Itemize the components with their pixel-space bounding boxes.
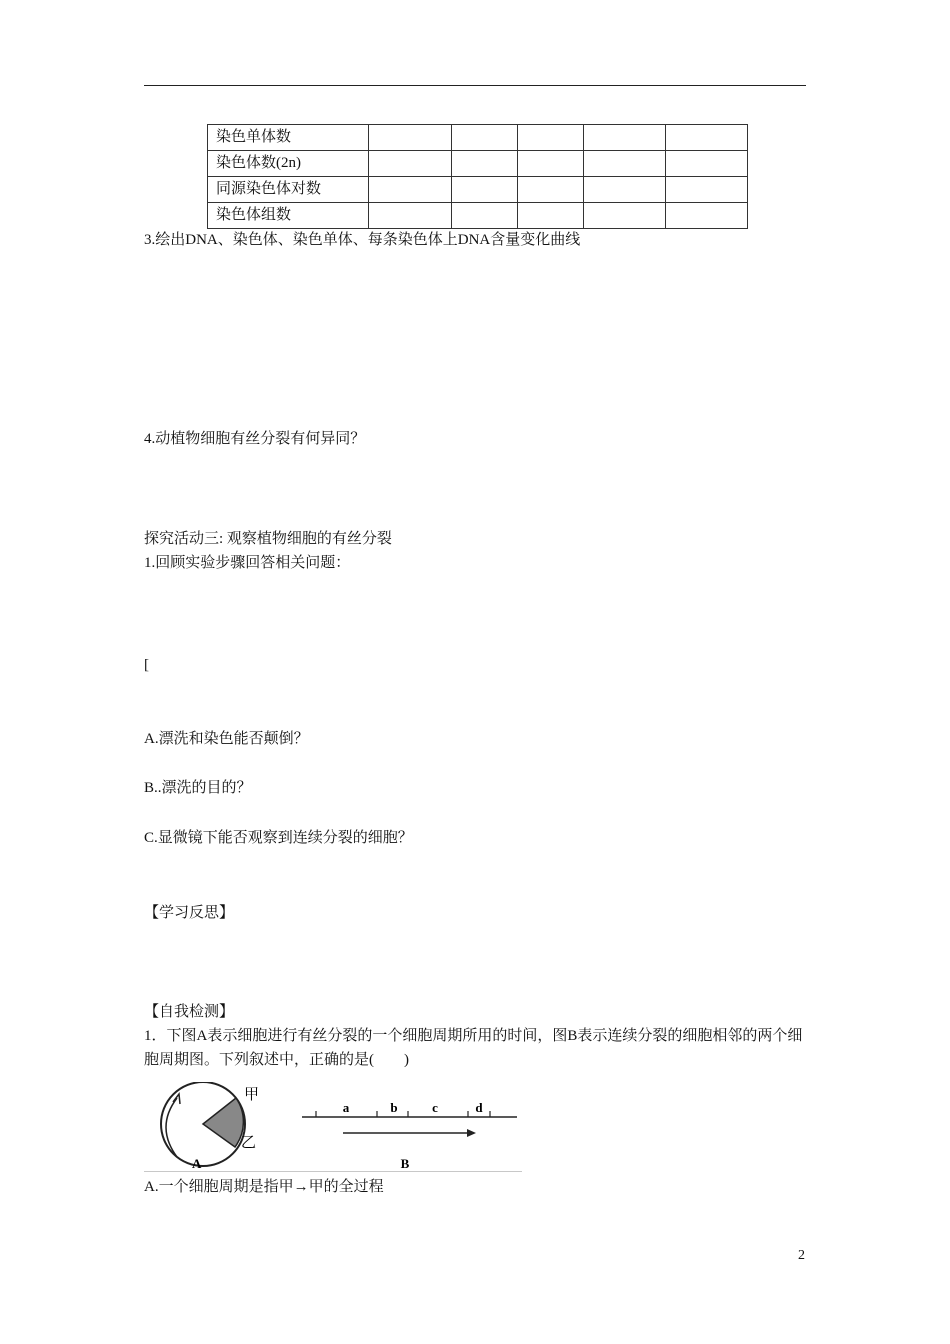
table-cell: [666, 125, 748, 151]
selfcheck-question-1: 1．下图A表示细胞进行有丝分裂的一个细胞周期所用的时间，图B表示连续分裂的细胞相邻的两个细胞周期图。下列叙述中，正确的是( ): [144, 1028, 803, 1068]
table-cell: [666, 177, 748, 203]
question-b: B..漂洗的目的？: [144, 780, 252, 796]
stray-bracket: [: [144, 657, 149, 673]
table-row: [208, 177, 748, 203]
label-a: A: [192, 1156, 202, 1171]
question-4: 4.动植物细胞有丝分裂有何异同？: [144, 431, 366, 447]
table-cell: [518, 203, 584, 229]
cell-cycle-figure: [143, 1082, 533, 1174]
page-number: 2: [798, 1248, 805, 1263]
table-cell: [452, 177, 518, 203]
row-label: 染色体数(2n): [208, 151, 369, 177]
header-rule: [144, 85, 806, 86]
segment-b-label: b: [390, 1100, 398, 1115]
segment-c-label: c: [432, 1100, 438, 1115]
direction-arrowhead: [467, 1129, 476, 1137]
option-a: A.一个细胞周期是指甲→甲的全过程: [144, 1179, 384, 1195]
shaded-sector: [203, 1098, 243, 1147]
question-a: A.漂洗和染色能否颠倒？: [144, 731, 309, 747]
table-cell: [452, 203, 518, 229]
row-label: 同源染色体对数: [208, 177, 369, 203]
table-row: [208, 203, 748, 229]
question-c: C.显微镜下能否观察到连续分裂的细胞？: [144, 830, 413, 846]
selfcheck-heading: 【自我检测】: [144, 1004, 235, 1020]
table-cell: [584, 177, 666, 203]
segment-d-label: d: [475, 1100, 483, 1115]
table-row: [208, 151, 748, 177]
row-label: 染色单体数: [208, 125, 369, 151]
reflection-heading: 【学习反思】: [144, 905, 235, 921]
activity-3-question-1: 1.回顾实验步骤回答相关问题：: [144, 555, 351, 571]
table-cell: [369, 177, 452, 203]
table-cell: [452, 125, 518, 151]
figure-rule: [144, 1171, 522, 1172]
figure-b: [302, 1100, 517, 1171]
row-label: 染色体组数: [208, 203, 369, 229]
table-cell: [518, 177, 584, 203]
segment-a-label: a: [342, 1100, 350, 1115]
table-cell: [369, 151, 452, 177]
table-cell: [584, 151, 666, 177]
table-cell: [369, 125, 452, 151]
table-cell: [584, 203, 666, 229]
activity-3-title: 探究活动三: 观察植物细胞的有丝分裂: [144, 531, 392, 547]
table-cell: [452, 151, 518, 177]
table-cell: [666, 151, 748, 177]
label-b: B: [400, 1156, 410, 1171]
table-cell: [666, 203, 748, 229]
table-cell: [369, 203, 452, 229]
question-3: 3.绘出DNA、染色体、染色单体、每条染色体上DNA含量变化曲线: [144, 232, 581, 248]
chromosome-table: [207, 124, 748, 229]
table-row: [208, 125, 748, 151]
label-jia: 甲: [244, 1085, 260, 1103]
table-cell: [584, 125, 666, 151]
table-cell: [518, 151, 584, 177]
label-yi: 乙: [241, 1133, 257, 1151]
figure-a: [161, 1082, 259, 1171]
table-cell: [518, 125, 584, 151]
